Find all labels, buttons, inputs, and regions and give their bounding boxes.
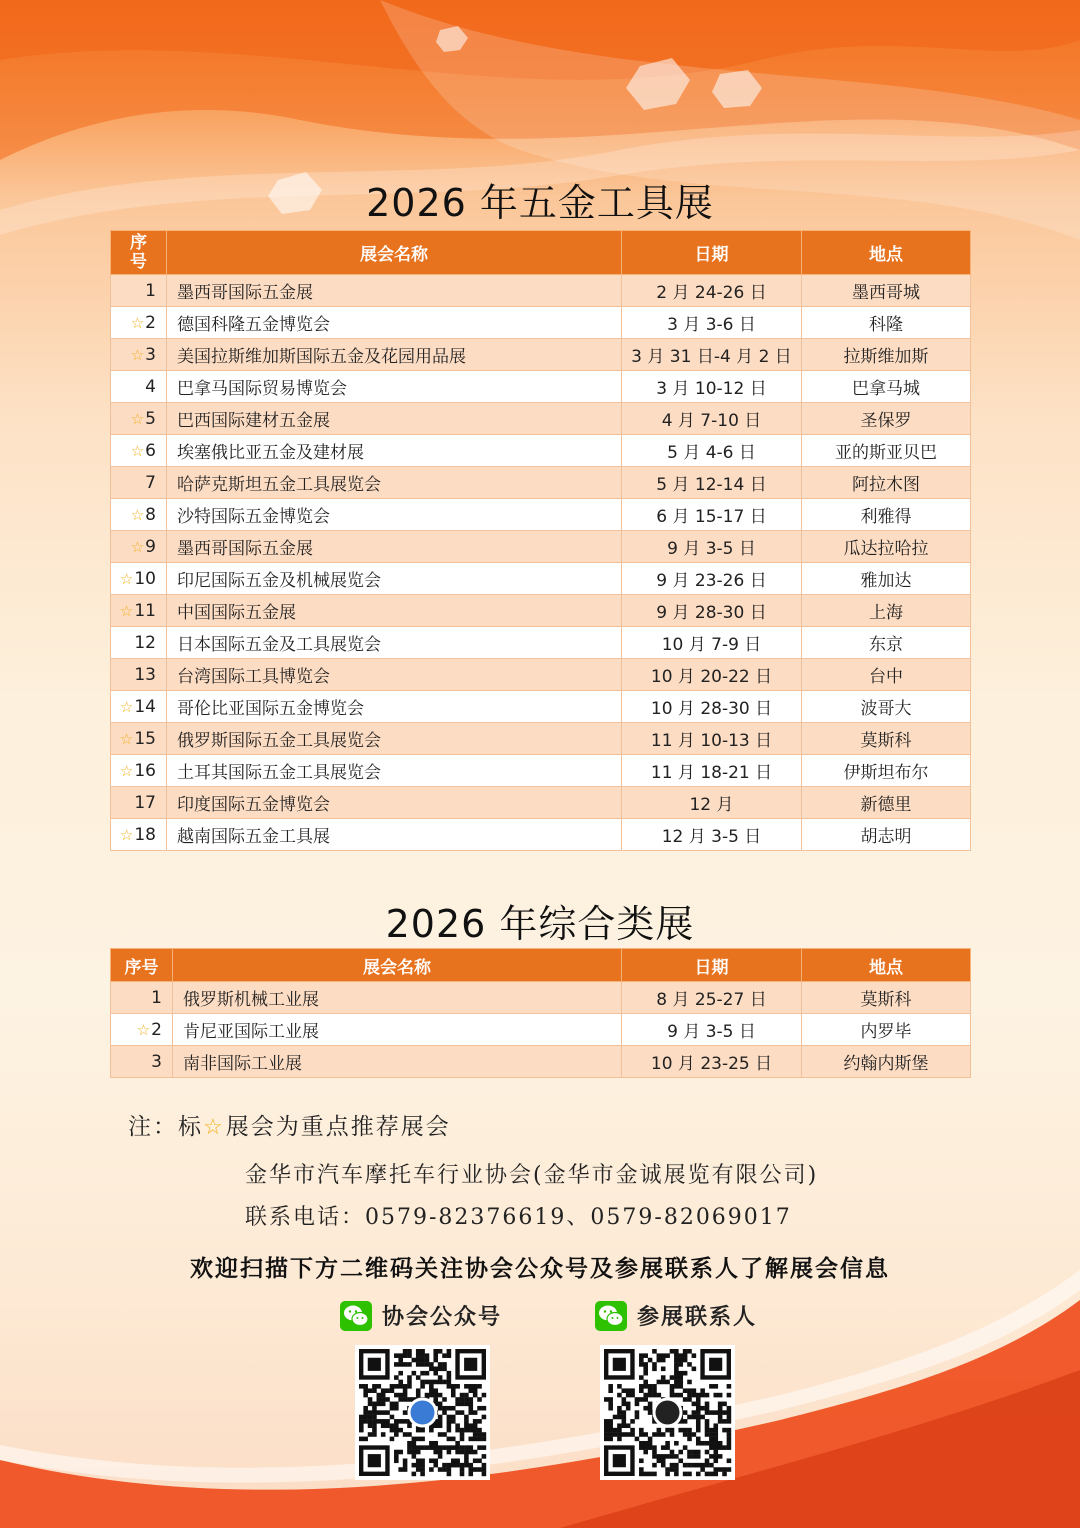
- star-icon: ☆: [119, 761, 134, 780]
- seq-number: 9: [145, 536, 156, 557]
- qr-label-text: 参展联系人: [637, 1304, 758, 1330]
- column-header-location: 地点: [802, 949, 971, 982]
- contact-qr-code[interactable]: [600, 1345, 735, 1480]
- table-row: [111, 307, 971, 339]
- cell-date: 12 月 3-5 日: [622, 819, 802, 851]
- seq-number: 1: [145, 280, 156, 301]
- star-icon: ☆: [130, 505, 145, 524]
- cell-seq: [111, 627, 167, 659]
- seq-number: 2: [151, 1019, 162, 1040]
- hardware-expo-table: [110, 230, 971, 851]
- cell-date: 9 月 3-5 日: [622, 1014, 802, 1046]
- seq-number: 8: [145, 504, 156, 525]
- cell-location: 拉斯维加斯: [802, 339, 971, 371]
- column-header-seq: 序号: [111, 949, 173, 982]
- cell-name: 越南国际五金工具展: [167, 819, 622, 851]
- cell-seq: [111, 275, 167, 307]
- seq-number: 1: [151, 987, 162, 1008]
- seq-number: 7: [145, 472, 156, 493]
- cell-seq: [111, 723, 167, 755]
- column-header-name: 展会名称: [167, 231, 622, 275]
- seq-number: 17: [134, 792, 156, 813]
- table-row: [111, 659, 971, 691]
- cell-name: 日本国际五金及工具展览会: [167, 627, 622, 659]
- cell-seq: [111, 467, 167, 499]
- cell-name: 美国拉斯维加斯国际五金及花园用品展: [167, 339, 622, 371]
- table-row: [111, 435, 971, 467]
- seq-number: 10: [134, 568, 156, 589]
- cell-date: 9 月 23-26 日: [622, 563, 802, 595]
- cell-location: 约翰内斯堡: [802, 1046, 971, 1078]
- table-row: [111, 371, 971, 403]
- seq-number: 14: [134, 696, 156, 717]
- star-icon: ☆: [130, 409, 145, 428]
- cell-location: 东京: [802, 627, 971, 659]
- cell-date: 9 月 28-30 日: [622, 595, 802, 627]
- cell-seq: [111, 403, 167, 435]
- cell-location: 雅加达: [802, 563, 971, 595]
- wechat-icon: [340, 1301, 372, 1331]
- cell-name: 墨西哥国际五金展: [167, 275, 622, 307]
- table-row: [111, 339, 971, 371]
- cell-date: 6 月 15-17 日: [622, 499, 802, 531]
- cell-date: 10 月 7-9 日: [622, 627, 802, 659]
- cell-seq: [111, 595, 167, 627]
- cell-date: 10 月 28-30 日: [622, 691, 802, 723]
- welcome-message: 欢迎扫描下方二维码关注协会公众号及参展联系人了解展会信息: [190, 1255, 890, 1282]
- cell-date: 8 月 25-27 日: [622, 982, 802, 1014]
- cell-name: 土耳其国际五金工具展览会: [167, 755, 622, 787]
- table-row: [111, 275, 971, 307]
- cell-location: 圣保罗: [802, 403, 971, 435]
- cell-location: 瓜达拉哈拉: [802, 531, 971, 563]
- cell-seq: [111, 787, 167, 819]
- seq-number: 16: [134, 760, 156, 781]
- cell-date: 3 月 3-6 日: [622, 307, 802, 339]
- column-header-location: 地点: [802, 231, 971, 275]
- cell-location: 内罗毕: [802, 1014, 971, 1046]
- cell-name: 印尼国际五金及机械展览会: [167, 563, 622, 595]
- cell-name: 哈萨克斯坦五金工具展览会: [167, 467, 622, 499]
- column-header-seq: 序号: [111, 231, 167, 275]
- seq-number: 3: [145, 344, 156, 365]
- cell-date: 10 月 23-25 日: [622, 1046, 802, 1078]
- table-row: [111, 1014, 971, 1046]
- qr-label-contact: [595, 1300, 757, 1331]
- cell-location: 胡志明: [802, 819, 971, 851]
- cell-seq: [111, 1046, 173, 1078]
- column-header-name: 展会名称: [173, 949, 622, 982]
- cell-date: 10 月 20-22 日: [622, 659, 802, 691]
- table-row: [111, 755, 971, 787]
- cell-location: 新德里: [802, 787, 971, 819]
- table-row: [111, 531, 971, 563]
- star-icon: ☆: [119, 825, 134, 844]
- table-header-row: [111, 949, 971, 982]
- cell-seq: [111, 339, 167, 371]
- star-icon: ☆: [203, 1115, 225, 1140]
- association-qr-code[interactable]: [355, 1345, 490, 1480]
- cell-name: 哥伦比亚国际五金博览会: [167, 691, 622, 723]
- cell-name: 印度国际五金博览会: [167, 787, 622, 819]
- cell-name: 南非国际工业展: [173, 1046, 622, 1078]
- cell-seq: [111, 982, 173, 1014]
- cell-date: 3 月 31 日-4 月 2 日: [622, 339, 802, 371]
- cell-location: 阿拉木图: [802, 467, 971, 499]
- contact-phone: 联系电话：0579-82376619、0579-82069017: [245, 1205, 792, 1230]
- table-row: [111, 403, 971, 435]
- cell-location: 亚的斯亚贝巴: [802, 435, 971, 467]
- cell-name: 中国国际五金展: [167, 595, 622, 627]
- cell-date: 2 月 24-26 日: [622, 275, 802, 307]
- star-icon: ☆: [130, 313, 145, 332]
- qr-code-image: [355, 1345, 490, 1480]
- cell-name: 埃塞俄比亚五金及建材展: [167, 435, 622, 467]
- cell-location: 莫斯科: [802, 723, 971, 755]
- cell-seq: [111, 691, 167, 723]
- cell-seq: [111, 499, 167, 531]
- seq-number: 6: [145, 440, 156, 461]
- note-prefix: 注：标: [128, 1114, 203, 1140]
- table-row: [111, 691, 971, 723]
- cell-seq: [111, 371, 167, 403]
- cell-name: 俄罗斯机械工业展: [173, 982, 622, 1014]
- cell-location: 伊斯坦布尔: [802, 755, 971, 787]
- cell-seq: [111, 563, 167, 595]
- table-row: [111, 627, 971, 659]
- general-expo-table: [110, 948, 971, 1078]
- star-icon: ☆: [119, 729, 134, 748]
- seq-number: 4: [145, 376, 156, 397]
- table-row: [111, 787, 971, 819]
- table-row: [111, 982, 971, 1014]
- cell-seq: [111, 755, 167, 787]
- cell-seq: [111, 531, 167, 563]
- cell-seq: [111, 307, 167, 339]
- table-row: [111, 1046, 971, 1078]
- seq-number: 15: [134, 728, 156, 749]
- seq-number: 12: [134, 632, 156, 653]
- column-header-date: 日期: [622, 949, 802, 982]
- wechat-icon: [595, 1301, 627, 1331]
- cell-name: 墨西哥国际五金展: [167, 531, 622, 563]
- cell-location: 巴拿马城: [802, 371, 971, 403]
- table-row: [111, 499, 971, 531]
- hardware-section-title: 2026 年五金工具展: [366, 181, 714, 225]
- star-icon: ☆: [130, 345, 145, 364]
- star-icon: ☆: [130, 537, 145, 556]
- cell-location: 墨西哥城: [802, 275, 971, 307]
- cell-date: 4 月 7-10 日: [622, 403, 802, 435]
- qr-code-image: [600, 1345, 735, 1480]
- cell-date: 11 月 18-21 日: [622, 755, 802, 787]
- cell-location: 莫斯科: [802, 982, 971, 1014]
- seq-number: 2: [145, 312, 156, 333]
- seq-number: 13: [134, 664, 156, 685]
- cell-date: 5 月 12-14 日: [622, 467, 802, 499]
- cell-location: 上海: [802, 595, 971, 627]
- organizer-name: 金华市汽车摩托车行业协会(金华市金诚展览有限公司): [245, 1163, 819, 1188]
- table-header-row: [111, 231, 971, 275]
- cell-location: 波哥大: [802, 691, 971, 723]
- table-row: [111, 595, 971, 627]
- cell-name: 肯尼亚国际工业展: [173, 1014, 622, 1046]
- cell-date: 11 月 10-13 日: [622, 723, 802, 755]
- cell-name: 巴西国际建材五金展: [167, 403, 622, 435]
- cell-date: 12 月: [622, 787, 802, 819]
- star-icon: ☆: [136, 1020, 151, 1039]
- general-section-title: 2026 年综合类展: [385, 902, 695, 946]
- note-suffix: 展会为重点推荐展会: [225, 1114, 451, 1140]
- cell-name: 俄罗斯国际五金工具展览会: [167, 723, 622, 755]
- cell-location: 利雅得: [802, 499, 971, 531]
- star-icon: ☆: [119, 569, 134, 588]
- cell-location: 台中: [802, 659, 971, 691]
- cell-name: 沙特国际五金博览会: [167, 499, 622, 531]
- table-row: [111, 563, 971, 595]
- cell-name: 台湾国际工具博览会: [167, 659, 622, 691]
- table-row: [111, 723, 971, 755]
- qr-label-association: [340, 1300, 502, 1331]
- table-row: [111, 467, 971, 499]
- cell-name: 巴拿马国际贸易博览会: [167, 371, 622, 403]
- cell-seq: [111, 659, 167, 691]
- cell-seq: [111, 435, 167, 467]
- seq-number: 3: [151, 1051, 162, 1072]
- cell-seq: [111, 819, 167, 851]
- seq-number: 11: [134, 600, 156, 621]
- qr-label-text: 协会公众号: [382, 1304, 503, 1330]
- cell-date: 3 月 10-12 日: [622, 371, 802, 403]
- cell-name: 德国科隆五金博览会: [167, 307, 622, 339]
- seq-number: 5: [145, 408, 156, 429]
- star-icon: ☆: [119, 601, 134, 620]
- table-row: [111, 819, 971, 851]
- cell-date: 9 月 3-5 日: [622, 531, 802, 563]
- cell-seq: [111, 1014, 173, 1046]
- cell-location: 科隆: [802, 307, 971, 339]
- seq-number: 18: [134, 824, 156, 845]
- cell-date: 5 月 4-6 日: [622, 435, 802, 467]
- star-icon: ☆: [130, 441, 145, 460]
- recommendation-note: [128, 1108, 451, 1141]
- star-icon: ☆: [119, 697, 134, 716]
- column-header-date: 日期: [622, 231, 802, 275]
